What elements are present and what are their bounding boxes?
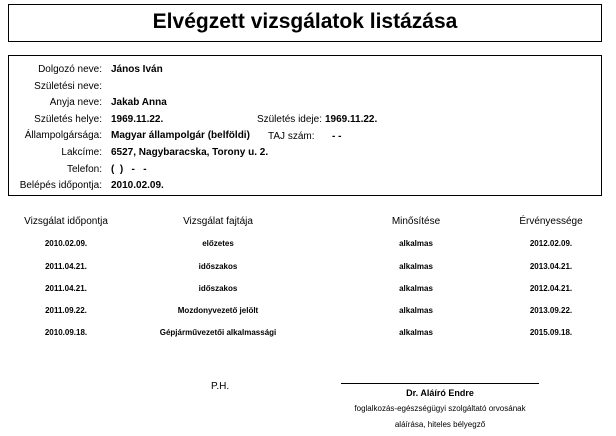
value-entry-date: 2010.02.09. (111, 180, 164, 191)
label-address: Lakcíme: (61, 147, 102, 158)
row-4-type: Mozdonyvezető jelölt (177, 306, 259, 315)
row-3-type: időszakos (198, 284, 238, 293)
label-entry-date: Belépés időpontja: (19, 180, 102, 191)
row-4-date: 2011.09.22. (45, 306, 87, 315)
title-box (8, 4, 602, 42)
header-rating: Minősítése (391, 216, 441, 227)
label-mother-name: Anyja neve: (49, 97, 102, 108)
label-birth-name: Születési neve: (34, 81, 102, 92)
row-3-rating: alkalmas (399, 284, 433, 293)
row-3-validity: 2012.04.21. (529, 284, 573, 293)
value-phone: ( ) - - (111, 164, 147, 175)
row-2-rating: alkalmas (399, 262, 433, 271)
value-birth-date: 1969.11.22. (325, 114, 378, 125)
row-5-date: 2010.09.18. (44, 328, 88, 337)
row-2-type: időszakos (198, 262, 238, 271)
signer-note: aláírása, hiteles bélyegző (394, 420, 486, 429)
label-birth-date: Születés ideje: (256, 114, 322, 125)
value-mother-name: Jakab Anna (111, 97, 167, 108)
row-5-type: Gépjárművezetői alkalmassági (159, 328, 277, 337)
header-exam-type: Vizsgálat fajtája (183, 216, 253, 227)
row-5-rating: alkalmas (399, 328, 433, 337)
row-4-rating: alkalmas (399, 306, 433, 315)
value-taj: - - (332, 131, 342, 142)
page-title: Elvégzett vizsgálatok listázása (152, 10, 458, 33)
signer-role: foglalkozás-egészségügyi szolgáltató orvosának (354, 404, 526, 413)
signer-name: Dr. Aláíró Endre (406, 388, 474, 398)
header-validity: Érvényessége (519, 216, 583, 227)
value-birth-place: 1969.11.22. (111, 114, 164, 125)
row-3-date: 2011.04.21. (45, 284, 87, 293)
label-birth-place: Születés helye: (34, 114, 102, 125)
signature-line (341, 383, 539, 384)
label-citizenship: Állampolgársága: (24, 130, 102, 141)
header-exam-date: Vizsgálat időpontja (24, 216, 108, 227)
value-address: 6527, Nagybaracska, Torony u. 2. (111, 147, 269, 158)
row-5-validity: 2015.09.18. (529, 328, 573, 337)
row-1-validity: 2012.02.09. (529, 239, 573, 248)
stamp-ph: P.H. (211, 381, 230, 392)
label-name: Dolgozó neve: (38, 64, 102, 75)
label-phone: Telefon: (66, 164, 102, 175)
row-4-validity: 2013.09.22. (529, 306, 573, 315)
row-1-date: 2010.02.09. (44, 239, 88, 248)
row-2-date: 2011.04.21. (45, 262, 87, 271)
row-2-validity: 2013.04.21. (529, 262, 573, 271)
row-1-rating: alkalmas (399, 239, 433, 248)
value-name: János Iván (111, 64, 163, 75)
value-citizenship: Magyar állampolgár (belföldi) (111, 130, 250, 141)
label-taj: TAJ szám: (268, 131, 315, 142)
row-1-type: előzetes (202, 239, 234, 248)
